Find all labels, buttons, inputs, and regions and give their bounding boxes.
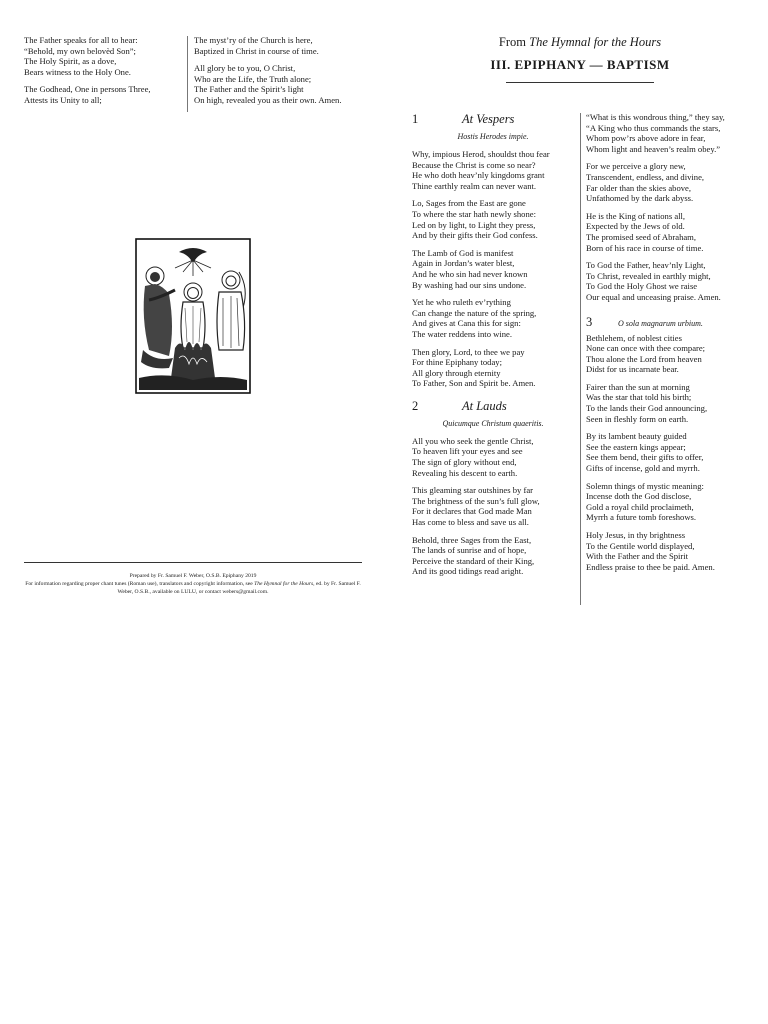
hymn-number: 3 xyxy=(586,314,593,329)
verse: The Father speaks for all to hear: “Behold, my own belovèd Son”; The Holy Spirit, as a dove, Bears witness to the Holy One. xyxy=(24,35,138,77)
hymn-column-a xyxy=(412,112,574,584)
verse: The Godhead, One in persons Three, Attests its Unity to all; xyxy=(24,84,151,105)
hymn-number: 1 xyxy=(412,112,419,126)
verse: Holy Jesus, in thy brightness To the Gentile world displayed, With the Father and the Spirit Endless praise to thee be paid. Amen. xyxy=(586,530,715,572)
baptism-woodcut-illustration xyxy=(135,238,251,394)
left-col-1 xyxy=(24,35,184,113)
column-divider xyxy=(580,113,581,605)
hymn-heading xyxy=(412,112,574,132)
verse: Solemn things of mystic meaning: Incense doth the God disclose, Gold a royal child proclaimeth, Myrrh a future tomb foreshows. xyxy=(586,480,704,523)
hymn-number: 2 xyxy=(412,398,419,413)
credit-rule xyxy=(24,562,362,563)
verse: To God the Father, heav’nly Light, To Christ, revealed in earthly might, To God the Holy Ghost we raise Our equal and unceasing praise. Amen. xyxy=(586,260,721,302)
hymn-incipit: Quicumque Christum quaeritis. xyxy=(442,418,544,428)
verse: All glory be to you, O Christ, Who are the Life, the Truth alone; The Father and the Spirit’s light On high, revealed you as their own. Amen. xyxy=(194,63,342,105)
source-book-title: The Hymnal for the Hours xyxy=(529,35,662,49)
verse: Yet he who ruleth ev’rything Can change the nature of the spring, And gives at Cana this for sign: The water reddens into wine. xyxy=(412,297,537,339)
hymn-incipit: O sola magnarum urbium. xyxy=(618,318,703,328)
section-title: III. EPIPHANY — BAPTISM xyxy=(490,57,670,72)
credit-info-suffix: ed. by Fr. Samuel F. Weber, O.S.B., available on LULU, or contact webers@gmail.com. xyxy=(117,581,361,596)
verse: Then glory, Lord, to thee we pay For thine Epiphany today; All glory through eternity To Father, Son and Spirit be. Amen. xyxy=(412,346,536,389)
hymn-column-b xyxy=(586,112,754,579)
verse: By its lambent beauty guided See the eastern kings appear; See them bend, their gifts to offer, Gifts of incense, gold and myrrh. xyxy=(586,431,704,474)
verse: Fairer than the sun at morning Was the star that told his birth; To the lands their God announcing, Seen in fleshly form on earth. xyxy=(586,381,708,424)
verse: He is the King of nations all, Expected by the Jews of old. The promised seed of Abraham, Born of his race in course of time. xyxy=(586,210,704,253)
page-header xyxy=(410,35,750,83)
credit-info xyxy=(22,580,364,596)
column-divider xyxy=(187,36,188,112)
hymn-incipit: Hostis Herodes impie. xyxy=(457,132,529,141)
verse: All you who seek the gentle Christ, To heaven lift your eyes and see The sign of glory without end, Revealing his descent to earth. xyxy=(412,435,534,478)
source-line xyxy=(410,35,750,50)
credit-prepared-by: Prepared by Fr. Samuel F. Weber, O.S.B. Epiphany 2019 xyxy=(129,573,257,579)
verse: For we perceive a glory new, Transcendent, endless, and divine, Far older than the skies above, Unfathomed by the dark abyss. xyxy=(586,161,705,204)
credit-block xyxy=(22,572,364,597)
verse: This gleaming star outshines by far The brightness of the sun’s full glow, For it declares that God made Man Has come to bless and save us all. xyxy=(412,485,540,528)
hymn-title: At Vespers xyxy=(462,112,515,126)
verse: Why, impious Herod, shouldst thou fear Because the Christ is come so near? He who doth heav’nly kingdoms grant Thine earthly realm can never want. xyxy=(412,149,550,191)
verse: “What is this wondrous thing,” they say, “A King who thus commands the stars, Whom pow’rs above adore in fear, Whom light and heaven’s realm obey.” xyxy=(586,112,725,154)
verse: Behold, three Sages from the East, The lands of sunrise and of hope, Perceive the standard of their King, And its good tidings read aright. xyxy=(412,534,535,577)
verse: The myst’ry of the Church is here, Baptized in Christ in course of time. xyxy=(194,35,319,56)
credit-book-title: The Hymnal for the Hours, xyxy=(254,581,315,588)
verse: Bethlehem, of noblest cities None can once with thee compare; Thou alone the Lord from heaven Didst for us incarnate bear. xyxy=(586,332,706,375)
left-col-2 xyxy=(194,35,374,113)
from-label: From xyxy=(498,35,526,49)
hymn-title: At Lauds xyxy=(462,398,507,413)
verse: Lo, Sages from the East are gone To where the star hath newly shone: Led on by light, to Light they press, And by their gifts their God confess. xyxy=(412,198,538,241)
title-rule xyxy=(506,82,654,83)
credit-info-prefix: For information regarding proper chant tunes (Roman use), translators and copyright information, see xyxy=(25,581,253,588)
hymn-heading xyxy=(586,315,754,333)
hymn-heading xyxy=(412,399,574,419)
verse: The Lamb of God is manifest Again in Jordan’s water blest, And he who sin had never known By washing had our sins undone. xyxy=(412,247,528,290)
